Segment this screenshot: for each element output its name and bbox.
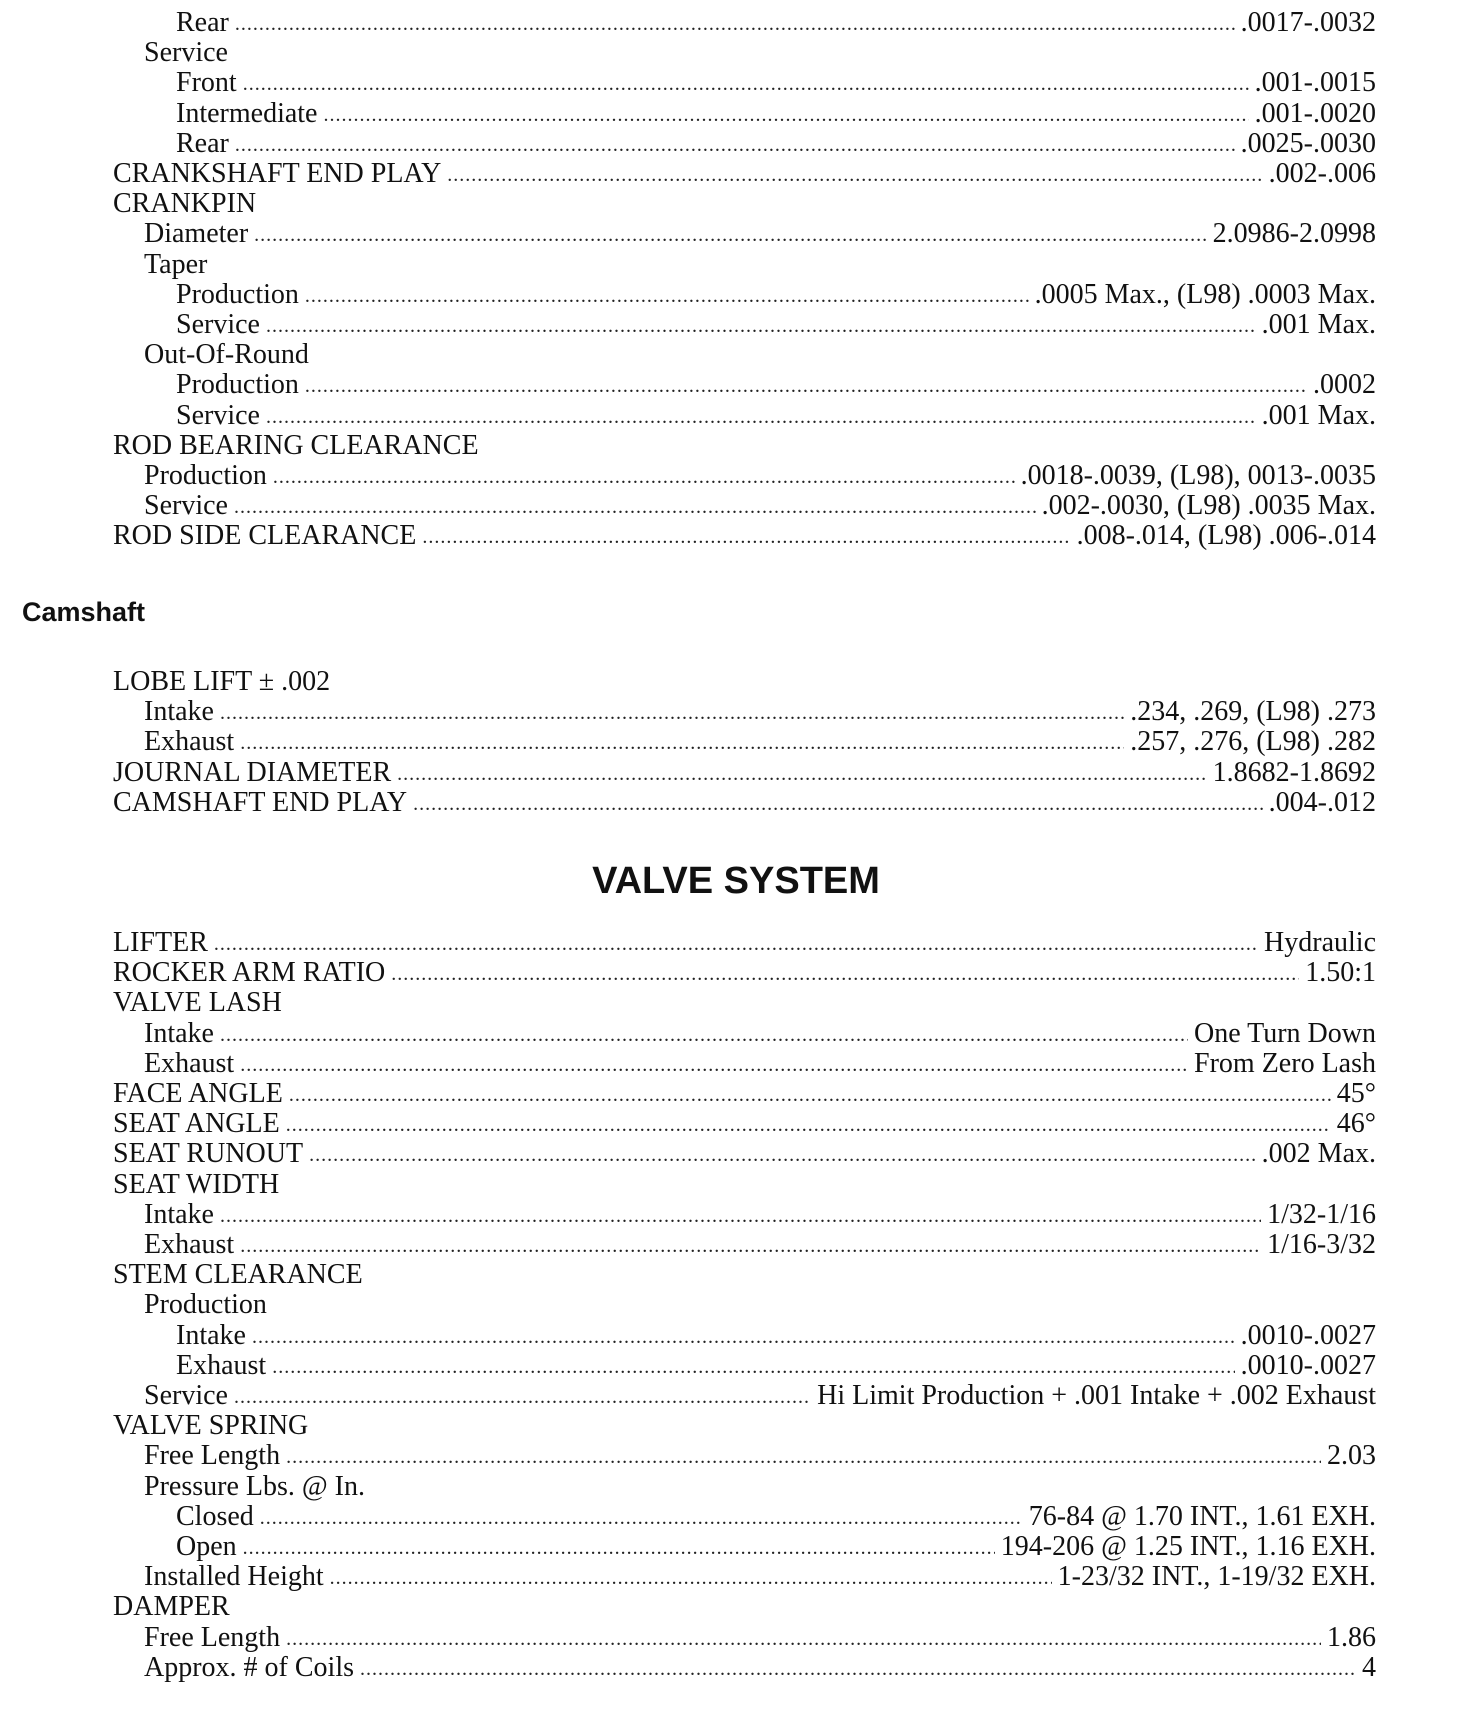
spec-row (144, 727, 1376, 757)
spec-row (144, 219, 1376, 249)
dot-leader (360, 1654, 1356, 1684)
spec-value: .0005 Max., (L98) .0003 Max. (1034, 278, 1376, 310)
dot-leader (266, 311, 1256, 341)
dot-leader (240, 1050, 1188, 1080)
spec-label: Free Length (144, 1440, 281, 1472)
spec-label: Intake (144, 696, 214, 728)
spec-row (144, 1441, 1376, 1471)
dot-leader (235, 130, 1235, 160)
spec-label: SEAT RUNOUT (113, 1138, 304, 1170)
spec-row (176, 8, 1376, 38)
spec-label: Out-Of-Round (144, 339, 309, 371)
spec-label: Production (176, 278, 299, 310)
spec-label: Rear (176, 127, 229, 159)
spec-row (144, 38, 1376, 68)
spec-value: 1-23/32 INT., 1-19/32 EXH. (1057, 1561, 1376, 1593)
spec-label: Service (144, 490, 228, 522)
spec-label: Exhaust (144, 1229, 235, 1260)
spec-row (176, 370, 1376, 400)
spec-row (176, 401, 1376, 431)
spec-row (144, 1019, 1376, 1049)
spec-label: Intermediate (176, 97, 318, 129)
spec-value: .001 Max. (1261, 399, 1376, 431)
spec-label: CRANKPIN (113, 188, 257, 220)
spec-row (144, 1562, 1376, 1592)
spec-row (113, 1139, 1376, 1169)
spec-value: Hi Limit Production + .001 Intake + .002 Exhaust (817, 1380, 1376, 1411)
spec-row (113, 1170, 1376, 1200)
spec-row (113, 431, 1376, 461)
spec-value: .001-.0020 (1254, 97, 1376, 129)
spec-label: STEM CLEARANCE (113, 1259, 363, 1291)
spec-label: VALVE LASH (113, 987, 282, 1019)
spec-value: 194-206 @ 1.25 INT., 1.16 EXH. (1000, 1531, 1376, 1562)
dot-leader (309, 1140, 1256, 1170)
spec-value: .0010-.0027 (1240, 1319, 1376, 1351)
spec-value: 1.50:1 (1305, 957, 1376, 989)
spec-value: 1.86 (1327, 1621, 1376, 1653)
spec-label: Intake (144, 1198, 214, 1230)
spec-row (113, 1260, 1376, 1290)
spec-label: Intake (176, 1319, 246, 1351)
dot-leader (289, 1080, 1331, 1110)
spec-label: Production (144, 1289, 267, 1321)
spec-value: .002-.006 (1268, 158, 1376, 189)
spec-row (144, 1290, 1376, 1320)
spec-value: 2.03 (1327, 1440, 1376, 1472)
dot-leader (286, 1110, 1331, 1140)
spec-label: Front (176, 67, 237, 99)
spec-value: 1/16-3/32 (1267, 1229, 1376, 1260)
spec-label: JOURNAL DIAMETER (113, 756, 392, 788)
spec-value: 4 (1362, 1651, 1376, 1683)
dot-leader (397, 759, 1207, 789)
spec-row (113, 521, 1376, 551)
spec-label: SEAT ANGLE (113, 1108, 280, 1140)
spec-label: SEAT WIDTH (113, 1168, 280, 1200)
spec-label: Exhaust (144, 726, 235, 758)
spec-label: CRANKSHAFT END PLAY (113, 158, 442, 189)
spec-label: Production (176, 369, 299, 401)
spec-label: Pressure Lbs. @ In. (144, 1470, 365, 1502)
spec-row (144, 250, 1376, 280)
spec-label: Exhaust (144, 1047, 235, 1079)
spec-row (144, 340, 1376, 370)
spec-row (176, 1321, 1376, 1351)
spec-label: Taper (144, 248, 208, 280)
dot-leader (323, 100, 1248, 130)
spec-row (176, 280, 1376, 310)
spec-value: .001 Max. (1261, 309, 1376, 340)
spec-label: CAMSHAFT END PLAY (113, 786, 408, 818)
dot-leader (286, 1442, 1321, 1472)
dot-leader (234, 492, 1036, 522)
spec-label: Open (176, 1531, 237, 1562)
spec-value: .008-.014, (L98) .006-.014 (1076, 520, 1376, 552)
dot-leader (235, 9, 1235, 39)
spec-label: Closed (176, 1500, 254, 1532)
spec-row (144, 1049, 1376, 1079)
spec-label: ROD BEARING CLEARANCE (113, 429, 479, 461)
spec-row (176, 1351, 1376, 1381)
spec-row (176, 129, 1376, 159)
spec-value: .002-.0030, (L98) .0035 Max. (1041, 490, 1376, 522)
spec-label: FACE ANGLE (113, 1078, 283, 1109)
spec-value: 1.8682-1.8692 (1212, 756, 1376, 788)
spec-row (176, 1502, 1376, 1532)
dot-leader (447, 160, 1262, 190)
spec-value: Hydraulic (1264, 927, 1376, 958)
spec-row (113, 788, 1376, 818)
spec-label: LOBE LIFT ± .002 (113, 666, 331, 697)
dot-leader (391, 959, 1299, 989)
spec-value: .0017-.0032 (1240, 7, 1376, 38)
dot-leader (422, 522, 1070, 552)
spec-value: .0002 (1313, 369, 1376, 401)
spec-value: 45° (1336, 1078, 1376, 1109)
spec-label: ROCKER ARM RATIO (113, 957, 386, 989)
spec-value: .001-.0015 (1254, 67, 1376, 99)
spec-label: Service (144, 1380, 228, 1411)
spec-row (144, 1381, 1376, 1411)
dot-leader (243, 1533, 995, 1563)
spec-label: Service (176, 309, 260, 340)
spec-label: Installed Height (144, 1561, 324, 1593)
dot-leader (260, 1503, 1023, 1533)
spec-value: .0018-.0039, (L98), 0013-.0035 (1020, 460, 1376, 491)
camshaft-section-title: Camshaft (22, 597, 146, 627)
spec-label: DAMPER (113, 1591, 230, 1623)
spec-row (144, 491, 1376, 521)
dot-leader (305, 371, 1307, 401)
spec-row (144, 461, 1376, 491)
spec-label: ROD SIDE CLEARANCE (113, 520, 417, 552)
spec-label: Free Length (144, 1621, 281, 1653)
dot-leader (305, 281, 1029, 311)
dot-leader (413, 789, 1263, 819)
dot-leader (254, 220, 1207, 250)
spec-row (113, 667, 1376, 697)
spec-value: .0025-.0030 (1240, 127, 1376, 159)
dot-leader (330, 1563, 1052, 1593)
dot-leader (240, 728, 1124, 758)
spec-value: 2.0986-2.0998 (1212, 218, 1376, 250)
spec-row (144, 1230, 1376, 1260)
dot-leader (220, 1020, 1188, 1050)
spec-row (113, 1109, 1376, 1139)
spec-value: 76-84 @ 1.70 INT., 1.61 EXH. (1028, 1500, 1376, 1532)
spec-row (113, 1079, 1376, 1109)
dot-leader (243, 69, 1249, 99)
dot-leader (240, 1231, 1261, 1261)
dot-leader (214, 929, 1258, 959)
spec-row (176, 1532, 1376, 1562)
dot-leader (252, 1322, 1235, 1352)
valve-system-section-title: VALVE SYSTEM (592, 860, 880, 902)
spec-row (113, 928, 1376, 958)
spec-row (144, 1472, 1376, 1502)
spec-value: .0010-.0027 (1240, 1349, 1376, 1381)
spec-label: Intake (144, 1017, 214, 1049)
dot-leader (286, 1624, 1321, 1654)
dot-leader (220, 698, 1124, 728)
spec-row (176, 99, 1376, 129)
spec-row (113, 758, 1376, 788)
spec-row (113, 988, 1376, 1018)
spec-row (113, 159, 1376, 189)
spec-label: Service (176, 399, 260, 431)
spec-label: Rear (176, 7, 229, 38)
spec-value: One Turn Down (1193, 1017, 1376, 1049)
spec-row (144, 1623, 1376, 1653)
spec-value: .004-.012 (1268, 786, 1376, 818)
spec-value: .002 Max. (1261, 1138, 1376, 1170)
spec-row (176, 68, 1376, 98)
spec-value: From Zero Lash (1194, 1047, 1376, 1079)
dot-leader (234, 1382, 811, 1412)
spec-label: Diameter (144, 218, 249, 250)
spec-label: VALVE SPRING (113, 1410, 309, 1442)
spec-row (113, 958, 1376, 988)
spec-row (144, 697, 1376, 727)
spec-row (113, 1592, 1376, 1622)
spec-value: 1/32-1/16 (1267, 1198, 1376, 1230)
dot-leader (272, 1352, 1234, 1382)
spec-label: LIFTER (113, 927, 208, 958)
spec-label: Service (144, 37, 228, 69)
dot-leader (266, 402, 1256, 432)
spec-row (113, 189, 1376, 219)
spec-label: Approx. # of Coils (144, 1651, 354, 1683)
dot-leader (273, 462, 1015, 492)
spec-label: Production (144, 460, 267, 491)
spec-row (144, 1653, 1376, 1683)
spec-value: 46° (1336, 1108, 1376, 1140)
spec-label: Exhaust (176, 1349, 267, 1381)
spec-row (113, 1411, 1376, 1441)
dot-leader (220, 1201, 1261, 1231)
spec-value: .257, .276, (L98) .282 (1130, 726, 1376, 758)
spec-value: .234, .269, (L98) .273 (1130, 696, 1376, 728)
spec-row (144, 1200, 1376, 1230)
spec-row (176, 310, 1376, 340)
